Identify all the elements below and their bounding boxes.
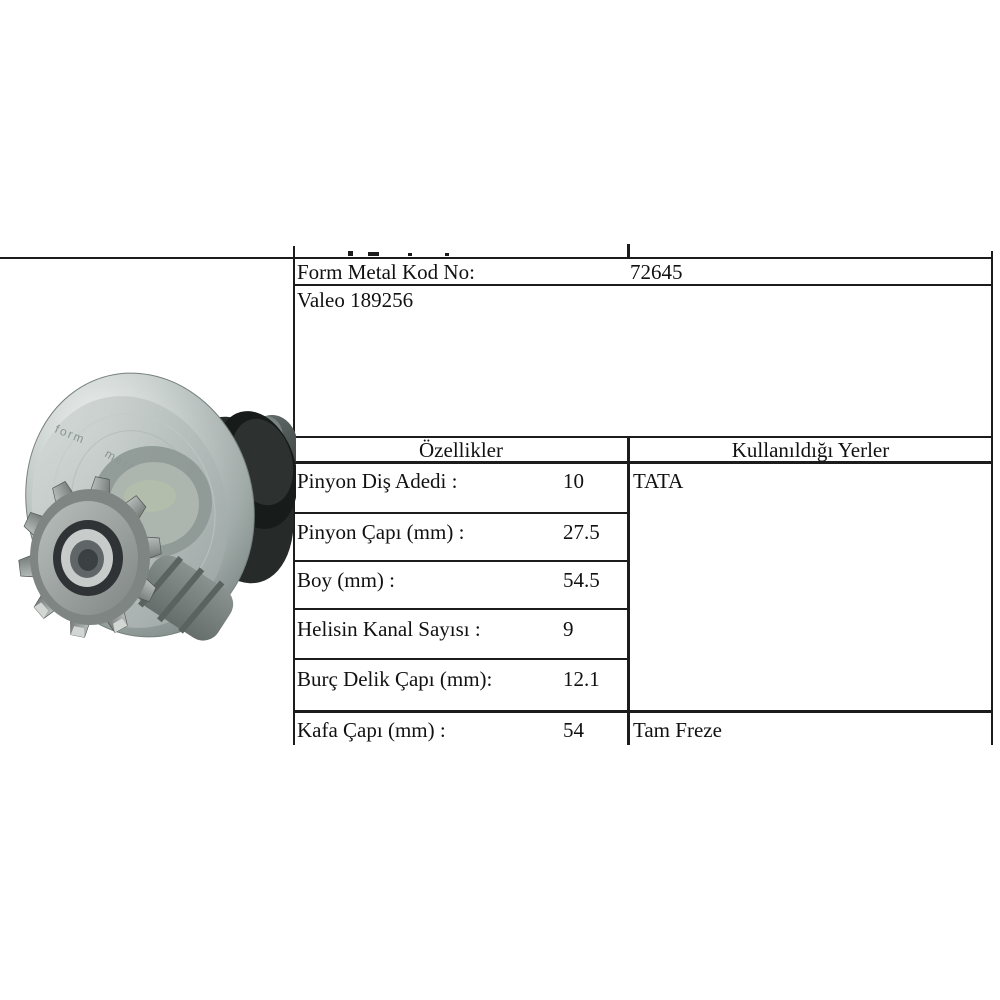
row-divider [293,608,629,610]
row-divider [293,658,629,660]
row-value: 10 [563,469,584,493]
truncated-column-divider [627,244,630,258]
code-label: Form Metal Kod No: [297,260,475,284]
product-photo-starter-bendix [4,352,296,652]
truncated-text-fragment [348,251,353,256]
row-value: 12.1 [563,667,600,691]
table-border-right [991,251,993,745]
row-label: Burç Delik Çapı (mm): [297,667,493,691]
features-header: Özellikler [419,438,503,462]
row-divider [293,512,629,514]
usage-value: TATA [633,469,684,493]
row-value: 27.5 [563,520,600,544]
row-label: Pinyon Diş Adedi : [297,469,458,493]
column-divider [627,437,630,745]
row-label: Pinyon Çapı (mm) : [297,520,465,544]
usage-header: Kullanıldığı Yerler [731,438,890,462]
code-value: 72645 [630,260,683,284]
bottom-right-value: Tam Freze [633,718,722,742]
row-divider [293,560,629,562]
row-divider [293,710,993,713]
brand-reference: Valeo 189256 [297,288,414,312]
stamp-text: form [52,421,88,447]
table-border-top [0,257,993,259]
row-divider [293,284,993,286]
row-label: Kafa Çapı (mm) : [297,718,446,742]
truncated-text-fragment [445,253,449,256]
row-value: 54 [563,718,584,742]
row-label: Helisin Kanal Sayısı : [297,617,481,641]
row-label: Boy (mm) : [297,568,395,592]
row-value: 9 [563,617,574,641]
row-value: 54.5 [563,568,600,592]
truncated-text-fragment [368,252,379,256]
truncated-text-fragment [408,253,412,256]
